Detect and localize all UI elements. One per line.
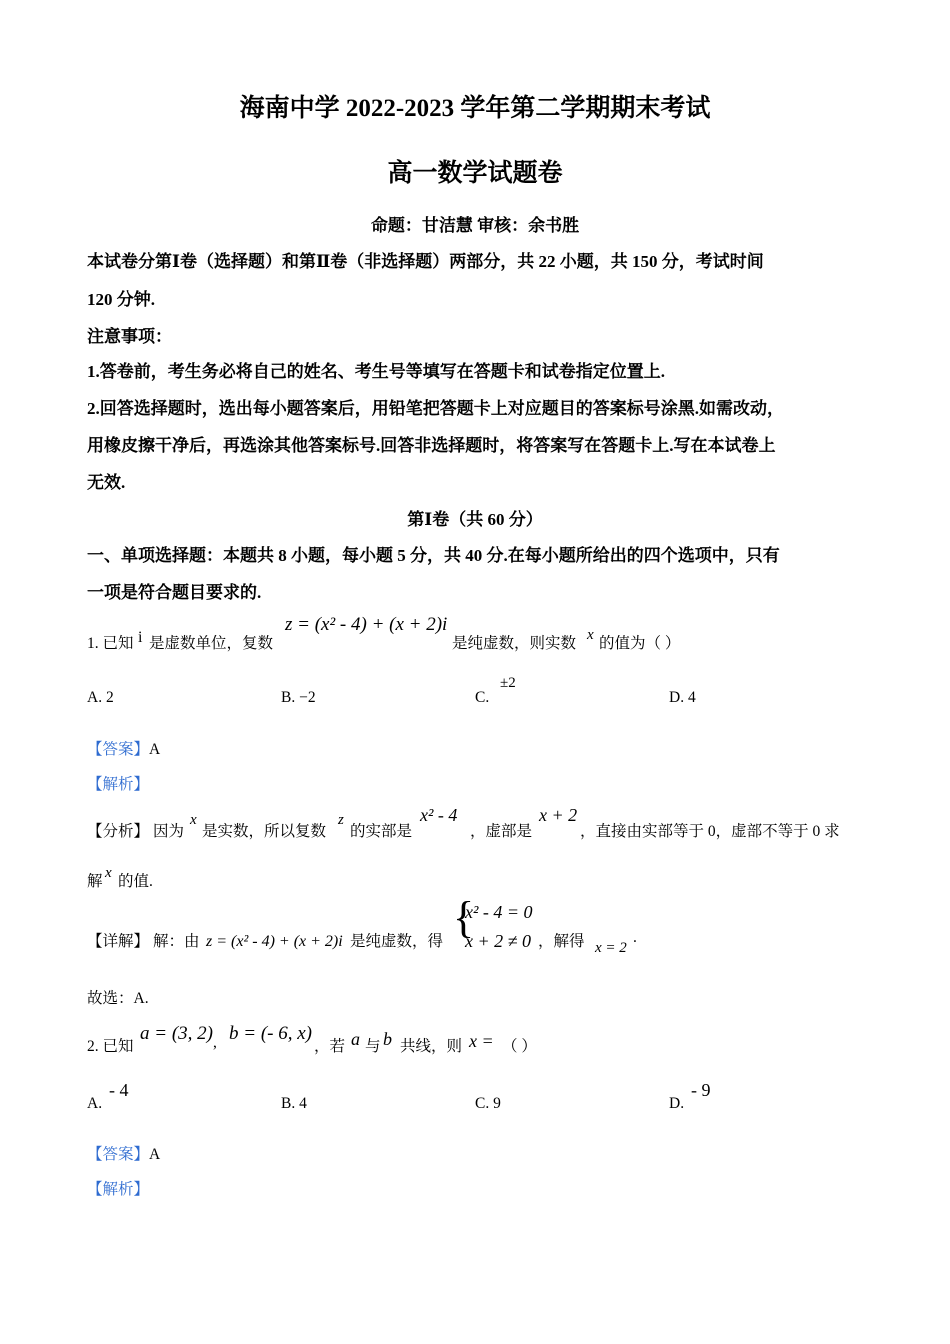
q1-formula: z = (x² - 4) + (x + 2)i bbox=[285, 614, 448, 635]
q1-option-c: C. bbox=[475, 689, 490, 706]
q1-system-eq-1: x² - 4 = 0 bbox=[465, 902, 533, 922]
q2-option-c: C. 9 bbox=[475, 1095, 501, 1112]
q1-fenxi-text-d: ，虚部是 bbox=[470, 823, 533, 840]
intro-line-1: 本试卷分第Ⅰ卷（选择题）和第Ⅱ卷（非选择题）两部分，共 22 小题，共 150 分，考试时间 bbox=[87, 252, 764, 271]
q2-text-yu: 与 bbox=[365, 1038, 381, 1055]
q1-option-d: D. 4 bbox=[669, 689, 696, 706]
section-desc-line-1: 一、单项选择题：本题共 8 小题，每小题 5 分，共 40 分.在每小题所给出的四个选项中，只有 bbox=[87, 546, 780, 565]
exam-title: 海南中学 2022-2023 学年第二学期期末考试 bbox=[239, 95, 711, 122]
notice-item-1: 1.答卷前，考生务必将自己的姓名、考生号等填写在答题卡和试卷指定位置上. bbox=[87, 362, 665, 381]
q1-option-c-math: ±2 bbox=[500, 675, 516, 691]
q2-b-symbol: b bbox=[383, 1029, 392, 1049]
q2-text-1: ，若 bbox=[314, 1038, 346, 1055]
q1-system-eq-2: x + 2 ≠ 0 bbox=[465, 931, 532, 951]
q2-answer bbox=[87, 1142, 160, 1164]
q1-detail-end: . bbox=[633, 929, 637, 946]
q1-fenxi-text-b: 是实数，所以复数 bbox=[202, 823, 327, 840]
q2-option-b: B. 4 bbox=[281, 1095, 307, 1112]
intro-line-2: 120 分钟. bbox=[87, 290, 155, 309]
q1-option-a: A. 2 bbox=[87, 689, 114, 706]
q1-detail-text-b: 是纯虚数，得 bbox=[350, 933, 444, 950]
q1-fenxi-z: z bbox=[338, 812, 344, 828]
q1-fenxi-text-f2: 的值. bbox=[118, 873, 153, 890]
q2-text-2: 共线，则 bbox=[400, 1038, 463, 1055]
q1-fenxi-text-e: ，直接由实部等于 0，虚部不等于 0 求 bbox=[580, 823, 840, 840]
notice-item-2-line-1: 2.回答选择题时，选出每小题答案后，用铅笔把答题卡上对应题目的答案标号涂黑.如需改动， bbox=[87, 399, 784, 418]
q1-detail-formula: z = (x² - 4) + (x + 2)i bbox=[206, 933, 343, 950]
q1-fenxi-text-a: 因为 bbox=[153, 823, 185, 840]
system-brace-icon: { bbox=[453, 893, 475, 942]
q2-text-3: （ ） bbox=[502, 1038, 537, 1055]
q1-detail-text-c: ，解得 bbox=[538, 933, 585, 950]
notice-heading: 注意事项： bbox=[87, 327, 172, 346]
q1-text-1: 是虚数单位，复数 bbox=[149, 635, 274, 652]
q1-option-b: B. −2 bbox=[281, 689, 316, 706]
q2-analysis-tag: 【解析】 bbox=[87, 1181, 150, 1198]
answer-tag: 【答案】 bbox=[87, 1146, 150, 1163]
q2-vector-b: b = (- 6, x) bbox=[229, 1023, 312, 1044]
q1-fenxi-tag: 【分析】 bbox=[87, 823, 150, 840]
q1-text-2: 是纯虚数，则实数 bbox=[452, 635, 577, 652]
answer-value: A bbox=[149, 741, 161, 758]
answer-value: A bbox=[149, 1146, 161, 1163]
q1-answer bbox=[87, 737, 160, 759]
q2-prefix: 2. 已知 bbox=[87, 1038, 134, 1055]
q1-fenxi-text-f1: 解 bbox=[87, 873, 103, 890]
q2-option-a-math: - 4 bbox=[109, 1080, 129, 1100]
q2-option-d: D. bbox=[669, 1095, 685, 1112]
q2-vector-a: a = (3, 2) bbox=[140, 1023, 213, 1044]
q2-a-symbol: a bbox=[351, 1029, 360, 1049]
q1-i-symbol: i bbox=[138, 629, 143, 646]
q1-fenxi-x-2: x bbox=[105, 865, 112, 881]
q1-x-symbol: x bbox=[587, 627, 594, 643]
q1-text-3: 的值为（ ） bbox=[599, 635, 681, 652]
q2-comma: , bbox=[213, 1034, 217, 1051]
q1-prefix: 1. 已知 bbox=[87, 635, 134, 652]
q1-fenxi-real-part: x² - 4 bbox=[420, 805, 458, 825]
q2-x-equals: x = bbox=[469, 1031, 494, 1051]
notice-item-2-line-2: 用橡皮擦干净后，再选涂其他答案标号.回答非选择题时，将答案写在答题卡上.写在本试卷上 bbox=[87, 436, 776, 455]
notice-item-2-line-3: 无效. bbox=[87, 473, 126, 492]
q2-option-a: A. bbox=[87, 1095, 103, 1112]
q1-detail-tag: 【详解】 bbox=[87, 933, 150, 950]
authors-line: 命题：甘洁慧 审核：余书胜 bbox=[370, 216, 580, 235]
q1-analysis-tag: 【解析】 bbox=[87, 776, 150, 793]
q1-fenxi-text-c: 的实部是 bbox=[350, 823, 413, 840]
section-heading: 第Ⅰ卷（共 60 分） bbox=[407, 510, 543, 529]
q1-detail-text-a: 解：由 bbox=[153, 933, 200, 950]
q1-detail-solution: x = 2 bbox=[595, 940, 627, 956]
q1-fenxi-x: x bbox=[190, 812, 197, 828]
exam-subtitle: 高一数学试题卷 bbox=[387, 160, 563, 187]
answer-tag: 【答案】 bbox=[87, 741, 150, 758]
q1-fenxi-imag-part: x + 2 bbox=[539, 805, 578, 825]
q1-choice: 故选：A. bbox=[87, 990, 149, 1007]
q2-option-d-math: - 9 bbox=[691, 1080, 711, 1100]
section-desc-line-2: 一项是符合题目要求的. bbox=[87, 583, 262, 602]
